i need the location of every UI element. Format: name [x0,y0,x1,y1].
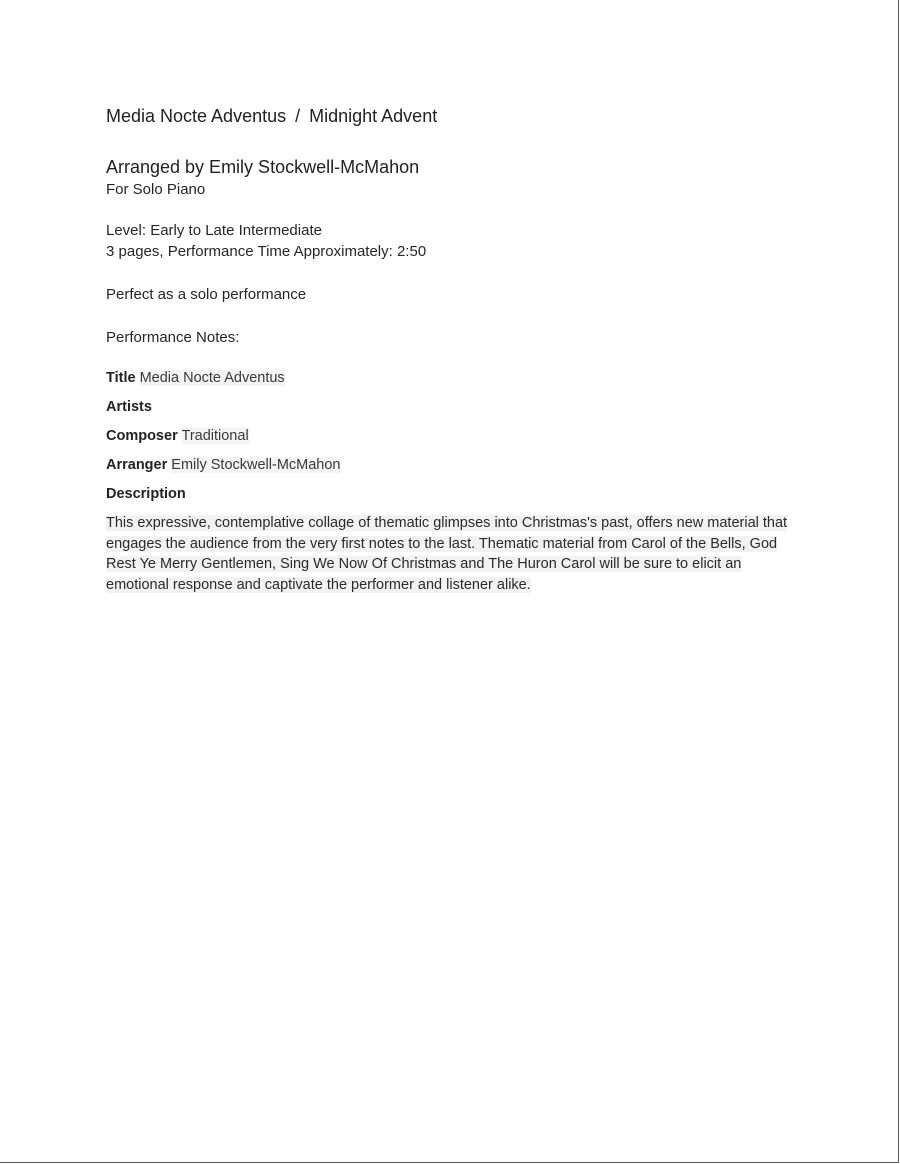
meta-title-row [106,368,806,388]
arranged-by: Arranged by Emily Stockwell-McMahon [106,157,420,177]
description-text [106,513,806,595]
pages-and-time: 3 pages, Performance Time Approximately: 2:50 [106,243,427,260]
meta-description-row [106,484,806,504]
meta-artists-row [106,397,806,417]
meta-arranger-value: Emily Stockwell-McMahon [171,457,341,473]
title-latin: Media Nocte Adventus [106,106,287,126]
meta-title-value: Media Nocte Adventus [139,370,285,386]
title-separator: / [295,106,301,126]
instrumentation: For Solo Piano [106,181,206,198]
meta-arranger-label: Arranger [106,457,168,473]
description-body: This expressive, contemplative collage of thematic glimpses into Christmas's past, offers new material that engages the audience from the very first notes to the last. Thematic material from Carol of the Bells, God Rest Ye Merry Gentlemen, Sing We Now Of Christmas and The Huron Carol will be sure to elicit an emotional response and captivate the performer and listener alike. [106,515,788,593]
level: Level: Early to Late Intermediate [106,222,322,239]
title-english: Midnight Advent [309,106,438,126]
performance-notes-heading: Performance Notes: [106,329,240,346]
document-content [106,104,806,595]
meta-composer-label: Composer [106,428,178,444]
page-title [106,104,806,128]
suitability: Perfect as a solo performance [106,286,307,303]
meta-composer-row [106,426,806,446]
meta-title-label: Title [106,370,136,386]
meta-composer-value: Traditional [181,428,249,444]
meta-description-label: Description [106,486,186,502]
meta-arranger-row [106,455,806,475]
metadata-block [106,368,806,595]
meta-artists-label: Artists [106,399,152,415]
